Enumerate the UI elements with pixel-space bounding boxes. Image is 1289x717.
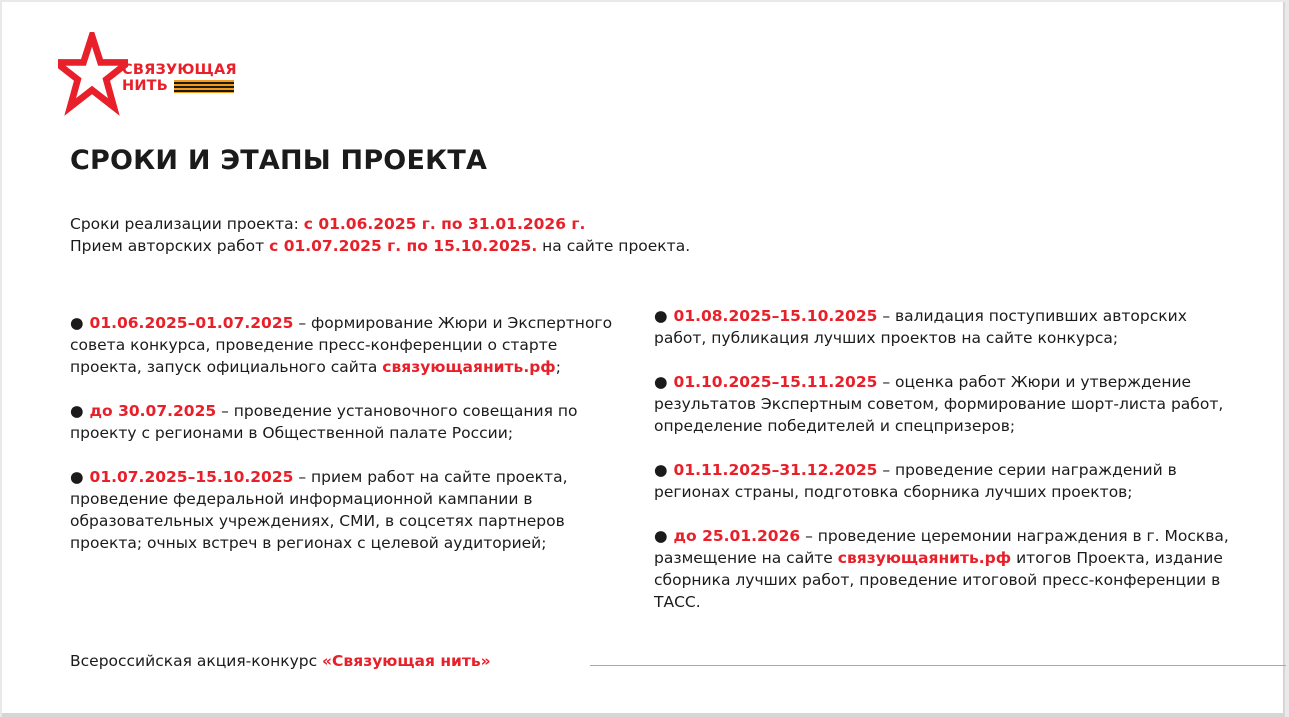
star-icon <box>58 32 128 118</box>
stage-date: 01.08.2025–15.10.2025 <box>673 307 878 325</box>
footer-divider <box>590 665 1286 666</box>
submission-label: Прием авторских работ <box>70 237 270 255</box>
stage-date: до 30.07.2025 <box>89 402 217 420</box>
submission-period <box>70 235 690 257</box>
logo-text-line1: СВЯЗУЮЩАЯ <box>122 62 237 78</box>
stage-item <box>654 459 1234 503</box>
stage-date: 01.11.2025–31.12.2025 <box>673 461 878 479</box>
bullet-icon: ● <box>654 307 668 325</box>
ribbon-icon <box>174 80 234 93</box>
bullet-icon: ● <box>70 468 84 486</box>
stage-date: 01.10.2025–15.11.2025 <box>673 373 878 391</box>
stage-item <box>654 525 1234 613</box>
stage-text: – проведение серии награждений в регионах страны, подготовка сборника лучших проектов; <box>654 461 1177 501</box>
implementation-dates: с 01.06.2025 г. по 31.01.2026 г. <box>303 215 586 233</box>
stage-date: 01.07.2025–15.10.2025 <box>89 468 294 486</box>
page-title: СРОКИ И ЭТАПЫ ПРОЕКТА <box>70 145 488 176</box>
stage-text-end: итогов Проекта, издание сборника лучших работ, проведение итоговой пресс-конференции в ТАСС. <box>654 549 1223 611</box>
stage-date: до 25.01.2026 <box>673 527 801 545</box>
bullet-icon: ● <box>654 461 668 479</box>
logo <box>58 32 238 118</box>
stage-date: 01.06.2025–01.07.2025 <box>89 314 294 332</box>
footer-project-name: «Связующая нить» <box>322 652 491 670</box>
stage-item <box>70 312 630 378</box>
submission-dates: с 01.07.2025 г. по 15.10.2025. <box>269 237 538 255</box>
logo-text-line2: НИТЬ <box>122 78 169 94</box>
stage-text: – прием работ на сайте проекта, проведение федеральной информационной кампании в образовательных учреждениях, СМИ, в соцсетях партнеров проекта; очных встреч в регионах с целевой аудиторией; <box>70 468 568 552</box>
implementation-period <box>70 213 690 235</box>
implementation-label: Сроки реализации проекта: <box>70 215 304 233</box>
stage-item <box>70 466 630 554</box>
stage-text-end: ; <box>555 358 561 376</box>
stages-right-column <box>654 305 1234 635</box>
intro-block <box>70 213 690 257</box>
stage-text: – оценка работ Жюри и утверждение результатов Экспертным советом, формирование шорт-листа работ, определение победителей и спецпризеров; <box>654 373 1224 435</box>
stage-item <box>654 305 1234 349</box>
submission-suffix: на сайте проекта. <box>537 237 691 255</box>
slide <box>2 2 1285 717</box>
stage-item <box>70 400 630 444</box>
bullet-icon: ● <box>654 373 668 391</box>
stage-text: – валидация поступивших авторских работ, публикация лучших проектов на сайте конкурса; <box>654 307 1187 347</box>
bullet-icon: ● <box>70 314 84 332</box>
bullet-icon: ● <box>654 527 668 545</box>
footer-text: Всероссийская акция-конкурс <box>70 652 323 670</box>
stage-text: – формирование Жюри и Экспертного совета конкурса, проведение пресс-конференции о старте проекта, запуск официального сайта <box>70 314 613 376</box>
stage-text: – проведение церемонии награждения в г. Москва, размещение на сайте <box>654 527 1229 567</box>
stage-text: – проведение установочного совещания по проекту с регионами в Общественной палате России; <box>70 402 578 442</box>
site-link[interactable]: связующаянить.рф <box>837 549 1012 567</box>
footer-caption <box>70 652 491 670</box>
bullet-icon: ● <box>70 402 84 420</box>
stages-left-column <box>70 312 630 576</box>
site-link[interactable]: связующаянить.рф <box>382 358 556 376</box>
stage-item <box>654 371 1234 437</box>
